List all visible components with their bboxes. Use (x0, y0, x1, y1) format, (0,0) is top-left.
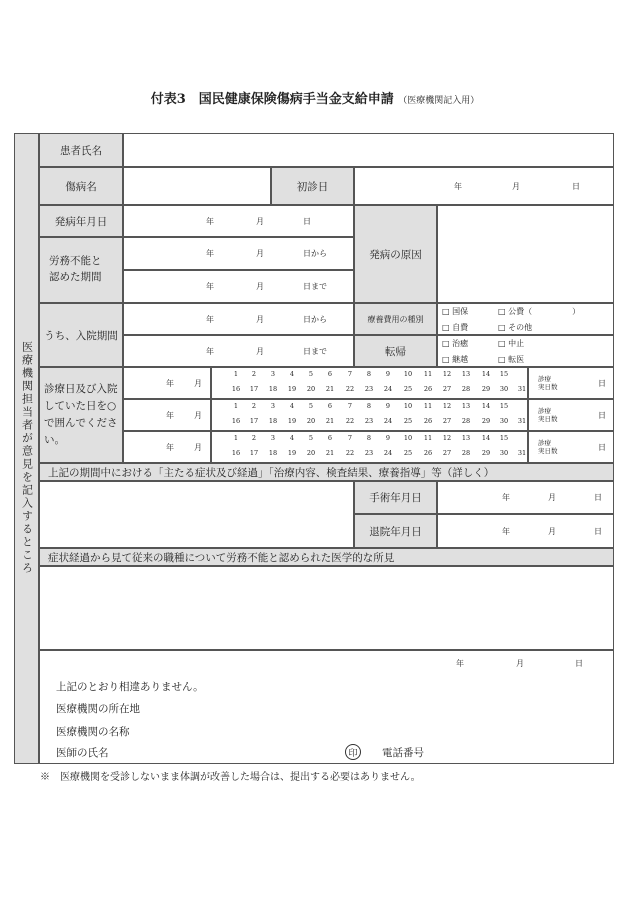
visit-day-number[interactable]: 6 (327, 434, 333, 442)
visit-day-number[interactable]: 10 (403, 434, 413, 442)
patient-name-label: 患者氏名 (60, 144, 102, 157)
certify-text: 上記のとおり相違ありません。 (56, 680, 204, 693)
visit-day-number[interactable]: 27 (442, 417, 452, 425)
visit-day-number[interactable]: 7 (347, 402, 353, 410)
outcome-option-cured[interactable]: □ 治癒 (442, 338, 469, 348)
visit-day-number[interactable]: 31 (517, 417, 527, 425)
seal-mark: 印 (345, 744, 361, 760)
visit-day-number[interactable]: 12 (442, 402, 452, 410)
visit-day-number[interactable]: 13 (461, 402, 471, 410)
visit-day-number[interactable]: 2 (251, 370, 257, 378)
discharge-month: 月 (548, 526, 556, 536)
visit-day-number[interactable]: 9 (385, 370, 391, 378)
hospitalization-label: うち、入院期間 (44, 329, 118, 342)
visit-day-number[interactable]: 11 (423, 402, 433, 410)
visit-day-number[interactable]: 28 (461, 449, 471, 457)
visit-day-number[interactable]: 14 (481, 370, 491, 378)
visit-day-number[interactable]: 23 (364, 385, 374, 393)
visit-day-number[interactable]: 29 (481, 449, 491, 457)
visit-day-number[interactable]: 24 (383, 417, 393, 425)
visit-day-number[interactable]: 1 (233, 434, 239, 442)
visit-day-number[interactable]: 31 (517, 385, 527, 393)
visit-day-number[interactable]: 25 (403, 449, 413, 457)
discharge-year: 年 (502, 526, 510, 536)
onset-day: 日 (303, 216, 311, 226)
visit-day-number[interactable]: 22 (345, 449, 355, 457)
visit-day-number[interactable]: 21 (325, 417, 335, 425)
visit-day-number[interactable]: 11 (423, 370, 433, 378)
footnote: ※ 医療機関を受診しないまま体調が改善した場合は、提出する必要はありません。 (40, 772, 421, 783)
visit-day-number[interactable]: 29 (481, 417, 491, 425)
symptoms-field[interactable] (39, 481, 354, 548)
first-visit-day: 日 (572, 181, 580, 191)
opinion-header: 症状経過から見て従来の職種について労務不能と認められた医学的な所見 (48, 551, 395, 564)
visit-day-number[interactable]: 14 (481, 402, 491, 410)
surgery-label: 手術年月日 (369, 492, 422, 504)
discharge-label: 退院年月日 (369, 525, 422, 538)
visit-day-number[interactable]: 6 (327, 370, 333, 378)
hosp-from-day: 日から (303, 314, 327, 324)
visit-day-number[interactable]: 8 (366, 434, 372, 442)
disease-name-field[interactable] (123, 167, 271, 205)
visit-day-number[interactable]: 13 (461, 434, 471, 442)
wi-from-day: 日から (303, 249, 327, 258)
visit-day-number[interactable]: 21 (325, 449, 335, 457)
title-main: 付表3 国民健康保険傷病手当金支給申請 (150, 92, 394, 107)
facility-name-label: 医療機関の名称 (56, 725, 130, 738)
wi-until-year: 年 (206, 282, 214, 291)
visit-month-month: 月 (194, 410, 202, 420)
surgery-year: 年 (502, 493, 510, 502)
treatment-days-unit: 日 (598, 410, 606, 420)
visit-day-number[interactable]: 19 (287, 385, 297, 393)
visit-day-number[interactable]: 23 (364, 417, 374, 425)
wi-from-month: 月 (256, 249, 264, 258)
visit-days-label: 診療日及び入院していた日を○で囲んでください。 (44, 383, 118, 446)
visit-day-number[interactable]: 31 (517, 449, 527, 457)
visit-day-number[interactable]: 28 (461, 417, 471, 425)
form-title (0, 88, 630, 107)
visit-day-number[interactable]: 6 (327, 402, 333, 410)
visit-day-number[interactable]: 3 (270, 434, 276, 442)
visit-day-number[interactable]: 18 (268, 385, 278, 393)
visit-day-number[interactable]: 26 (423, 385, 433, 393)
visit-day-number[interactable]: 7 (347, 434, 353, 442)
outcome-option-continued[interactable]: □ 継越 (442, 354, 469, 364)
doctor-name-label: 医師の氏名 (56, 746, 109, 759)
cost-option-kokuho[interactable]: □ 国保 (442, 306, 469, 316)
visit-day-number[interactable]: 9 (385, 402, 391, 410)
visit-day-number[interactable]: 2 (251, 402, 257, 410)
visit-day-number[interactable]: 24 (383, 385, 393, 393)
visit-day-number[interactable]: 25 (403, 385, 413, 393)
phone-label: 電話番号 (382, 746, 424, 759)
outcome-option-stopped[interactable]: □ 中止 (498, 338, 525, 348)
cost-type-label: 療養費用の種別 (367, 314, 424, 324)
visit-day-number[interactable]: 16 (231, 385, 241, 393)
visit-day-number[interactable]: 1 (233, 370, 239, 378)
visit-day-number[interactable]: 19 (287, 417, 297, 425)
visit-day-number[interactable]: 7 (347, 370, 353, 378)
treatment-days-unit: 日 (598, 378, 606, 388)
hosp-until-year: 年 (206, 346, 214, 356)
onset-label: 発病年月日 (54, 215, 108, 228)
medical-institution-form (14, 133, 614, 764)
visit-day-number[interactable]: 26 (423, 417, 433, 425)
visit-month-year: 年 (166, 442, 174, 452)
disease-name-label: 傷病名 (65, 180, 97, 193)
address-label: 医療機関の所在地 (56, 702, 140, 715)
wi-until-day: 日まで (303, 282, 327, 291)
visit-day-number[interactable]: 20 (306, 417, 316, 425)
visit-day-number[interactable]: 28 (461, 385, 471, 393)
visit-day-number[interactable]: 5 (308, 434, 314, 442)
visit-day-number[interactable]: 22 (345, 417, 355, 425)
visit-day-number[interactable]: 25 (403, 417, 413, 425)
visit-day-number[interactable]: 30 (499, 449, 509, 457)
side-label: 医療機関担当者が意見を記入するところ (20, 341, 34, 575)
visit-day-number[interactable]: 15 (499, 434, 509, 442)
work-incapacity-label: 労務不能と 認めた期間 (49, 255, 102, 283)
visit-day-number[interactable]: 3 (270, 402, 276, 410)
hosp-until-day: 日まで (303, 346, 327, 356)
visit-day-number[interactable]: 24 (383, 449, 393, 457)
visit-day-number[interactable]: 16 (231, 449, 241, 457)
symptoms-header: 上記の期間中における「主たる症状及び経過」「治療内容、検査結果、療養指導」等（詳しく） (48, 466, 495, 479)
visit-day-number[interactable]: 21 (325, 385, 335, 393)
visit-day-number[interactable]: 20 (306, 385, 316, 393)
first-visit-month: 月 (512, 181, 520, 191)
visit-day-number[interactable]: 5 (308, 402, 314, 410)
onset-month: 月 (256, 216, 264, 226)
sign-month: 月 (516, 658, 524, 668)
visit-day-number[interactable]: 15 (499, 402, 509, 410)
visit-day-number[interactable]: 2 (251, 434, 257, 442)
treatment-days-unit: 日 (598, 442, 606, 452)
sign-year: 年 (456, 658, 464, 668)
visit-month-month: 月 (194, 442, 202, 452)
visit-day-number[interactable]: 9 (385, 434, 391, 442)
visit-day-number[interactable]: 1 (233, 402, 239, 410)
cost-option-self[interactable]: □ 自費 (442, 322, 469, 332)
visit-day-number[interactable]: 15 (499, 370, 509, 378)
visit-day-number[interactable]: 22 (345, 385, 355, 393)
visit-day-number[interactable]: 29 (481, 385, 491, 393)
discharge-field[interactable] (437, 514, 614, 548)
sign-day: 日 (575, 658, 583, 668)
cause-label: 発病の原因 (369, 248, 422, 261)
visit-day-number[interactable]: 18 (268, 449, 278, 457)
surgery-field[interactable] (437, 481, 614, 514)
first-visit-label: 初診日 (296, 180, 329, 193)
visit-day-number[interactable]: 16 (231, 417, 241, 425)
first-visit-year: 年 (454, 181, 462, 191)
visit-day-number[interactable]: 18 (268, 417, 278, 425)
visit-day-number[interactable]: 27 (442, 385, 452, 393)
treatment-days-label: 診療 実日数 (538, 406, 558, 423)
cause-field[interactable] (437, 205, 614, 303)
discharge-day: 日 (594, 526, 602, 536)
visit-month-month: 月 (194, 378, 202, 388)
visit-day-number[interactable]: 12 (442, 434, 452, 442)
title-sub: （医療機関記入用） (398, 96, 480, 106)
visit-month-year: 年 (166, 410, 174, 420)
visit-day-number[interactable]: 4 (289, 402, 295, 410)
visit-day-number[interactable]: 26 (423, 449, 433, 457)
outcome-option-transfer[interactable]: □ 転医 (498, 354, 525, 364)
visit-day-number[interactable]: 23 (364, 449, 374, 457)
hosp-from-month: 月 (256, 314, 264, 324)
onset-year: 年 (206, 216, 214, 226)
wi-until-month: 月 (256, 282, 264, 291)
visit-day-number[interactable]: 4 (289, 434, 295, 442)
surgery-month: 月 (548, 493, 556, 502)
visit-day-number[interactable]: 20 (306, 449, 316, 457)
opinion-field[interactable] (39, 566, 614, 650)
visit-day-number[interactable]: 8 (366, 402, 372, 410)
hosp-until-month: 月 (256, 346, 264, 356)
visit-day-number[interactable]: 13 (461, 370, 471, 378)
treatment-days-label: 診療 実日数 (538, 438, 558, 455)
outcome-label: 転帰 (385, 345, 406, 358)
visit-day-number[interactable]: 11 (423, 434, 433, 442)
visit-day-number[interactable]: 27 (442, 449, 452, 457)
patient-name-field[interactable] (123, 133, 614, 167)
visit-month-year: 年 (166, 378, 174, 388)
hosp-from-year: 年 (206, 314, 214, 324)
surgery-day: 日 (594, 493, 602, 502)
visit-day-number[interactable]: 10 (403, 370, 413, 378)
visit-day-number[interactable]: 14 (481, 434, 491, 442)
visit-day-number[interactable]: 17 (249, 417, 259, 425)
wi-from-year: 年 (206, 249, 214, 258)
visit-day-number[interactable]: 10 (403, 402, 413, 410)
visit-day-number[interactable]: 30 (499, 417, 509, 425)
cost-option-other[interactable]: □ その他 (498, 322, 533, 332)
onset-field[interactable] (123, 205, 354, 237)
cost-option-public[interactable]: □ 公費（ ） (498, 306, 581, 316)
visit-day-number[interactable]: 8 (366, 370, 372, 378)
visit-day-number[interactable]: 17 (249, 385, 259, 393)
visit-day-number[interactable]: 3 (270, 370, 276, 378)
visit-day-number[interactable]: 19 (287, 449, 297, 457)
treatment-days-label: 診療 実日数 (538, 374, 558, 391)
visit-day-number[interactable]: 17 (249, 449, 259, 457)
visit-day-number[interactable]: 30 (499, 385, 509, 393)
visit-day-number[interactable]: 12 (442, 370, 452, 378)
visit-day-number[interactable]: 4 (289, 370, 295, 378)
visit-day-number[interactable]: 5 (308, 370, 314, 378)
